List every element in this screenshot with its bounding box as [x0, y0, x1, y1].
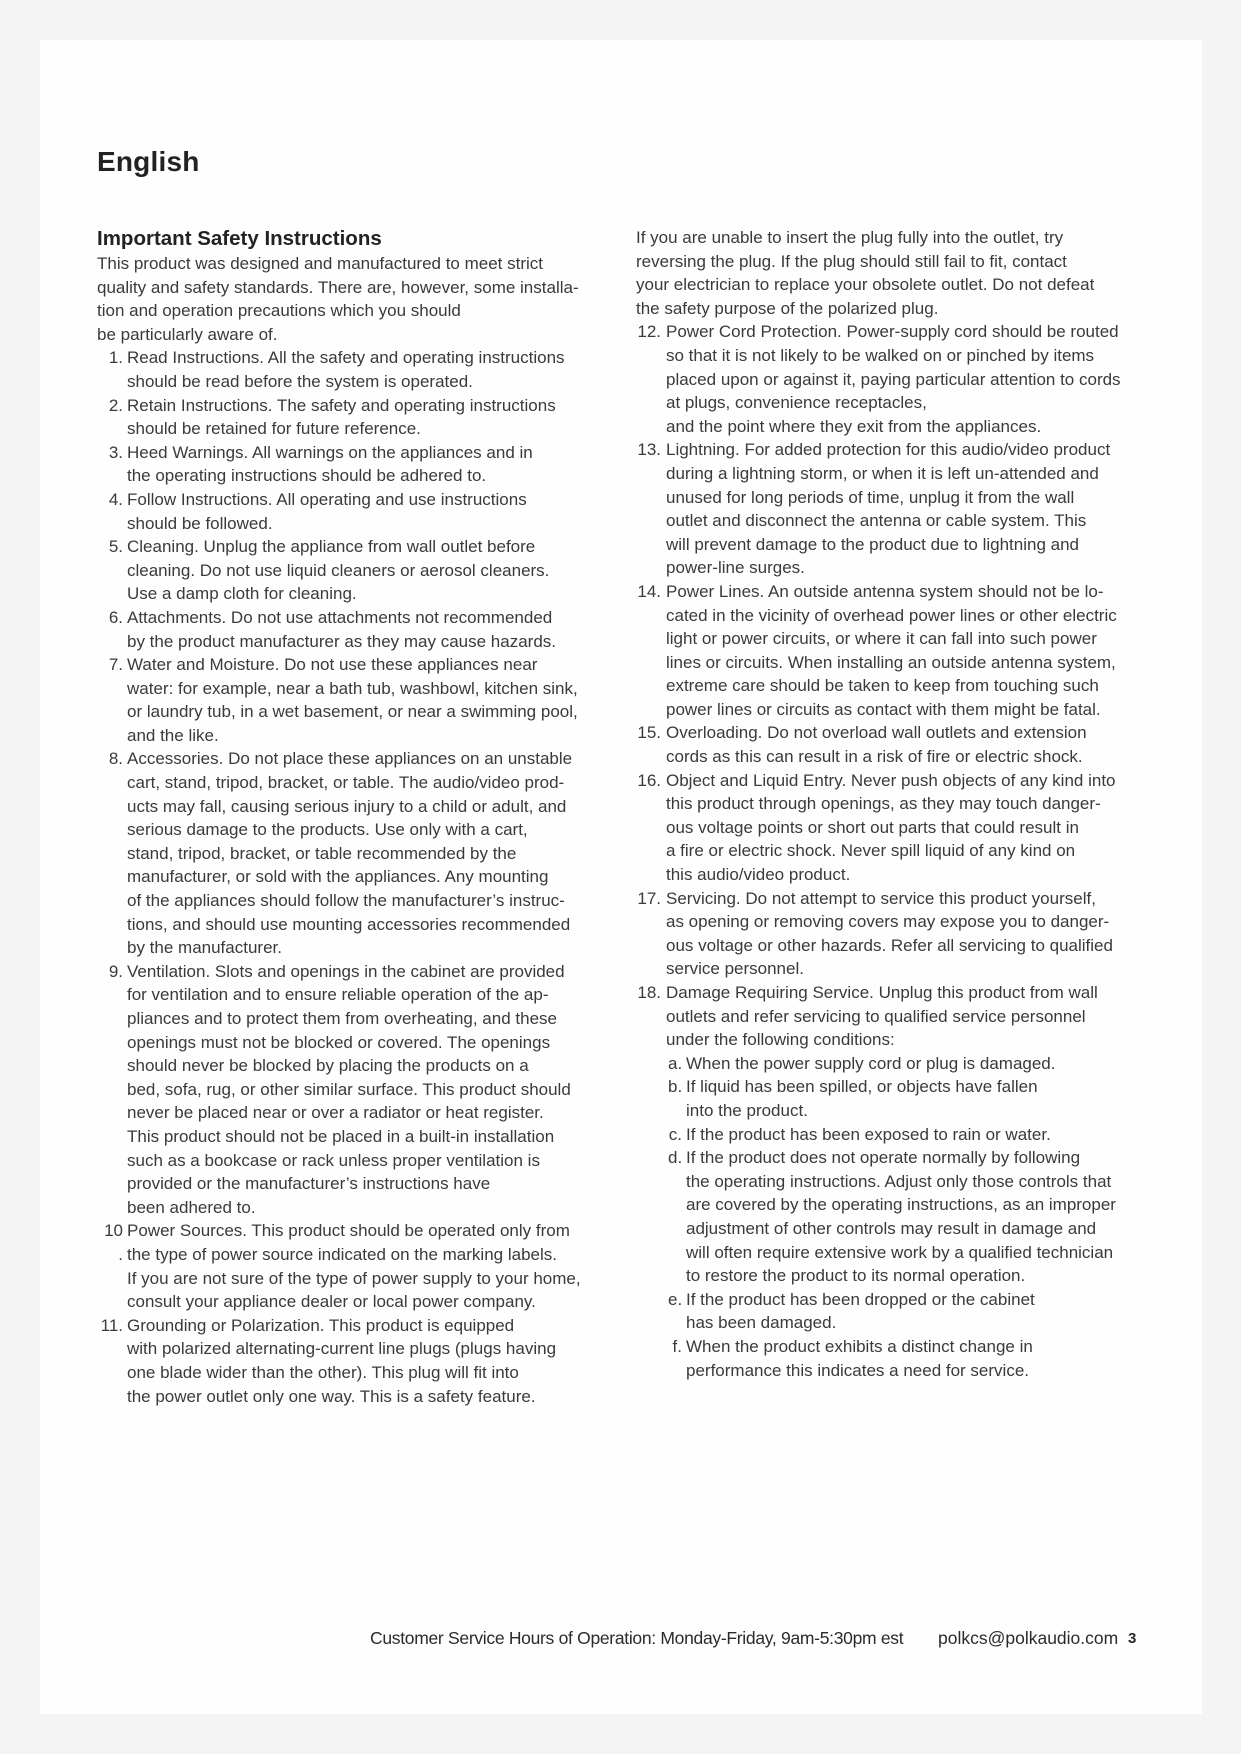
item-number: b. — [668, 1077, 683, 1097]
text-line: cords as this can result in a risk of fire or electric shock. — [666, 747, 1083, 767]
continuation-paragraph — [636, 226, 1146, 320]
text-line: power-line surges. — [666, 558, 805, 578]
text-line: the operating instructions should be adhered to. — [127, 466, 487, 486]
text-line: with polarized alternating-current line plugs (plugs having — [127, 1339, 557, 1359]
sub-list-item — [636, 1052, 1146, 1076]
text-line: provided or the manufacturer’s instructions have — [127, 1174, 491, 1194]
list-item — [97, 394, 607, 441]
text-line: Accessories. Do not place these appliances on an unstable — [127, 749, 573, 769]
left-column — [97, 226, 607, 1408]
text-line: consult your appliance dealer or local power company. — [127, 1292, 536, 1312]
text-line: When the power supply cord or plug is damaged. — [686, 1053, 1056, 1073]
text-line: will prevent damage to the product due to lightning and — [666, 534, 1079, 554]
list-item — [97, 653, 607, 747]
list-item — [97, 747, 607, 959]
text-line: should be followed. — [127, 513, 273, 533]
item-number: a. — [668, 1053, 683, 1073]
item-number: 9. — [108, 961, 123, 981]
item-number: 11. — [100, 1315, 123, 1335]
item-number: 7. — [108, 655, 123, 675]
text-line: reversing the plug. If the plug should still fail to fit, contact — [636, 251, 1067, 271]
text-line: manufacturer, or sold with the appliances. Any mounting — [127, 867, 549, 887]
text-line: Follow Instructions. All operating and use instructions — [127, 489, 527, 509]
text-line: tions, and should use mounting accessories recommended — [127, 914, 571, 934]
text-line: your electrician to replace your obsolete outlet. Do not defeat — [636, 275, 1095, 295]
right-column — [636, 226, 1146, 1382]
text-line: Water and Moisture. Do not use these appliances near — [127, 655, 538, 675]
text-line: at plugs, convenience receptacles, — [666, 393, 927, 413]
list-item — [97, 535, 607, 606]
text-line: into the product. — [686, 1100, 808, 1120]
text-line: for ventilation and to ensure reliable operation of the ap- — [127, 985, 549, 1005]
item-number: c. — [668, 1124, 682, 1144]
text-line: Attachments. Do not use attachments not recommended — [127, 607, 553, 627]
list-item — [636, 580, 1146, 722]
text-line: one blade wider than the other). This plug will fit into — [127, 1362, 519, 1382]
list-item — [636, 438, 1146, 580]
text-line: of the appliances should follow the manufacturer’s instruc- — [127, 891, 565, 911]
text-line: and the point where they exit from the appliances. — [666, 416, 1042, 436]
text-line: serious damage to the products. Use only with a cart, — [127, 820, 528, 840]
text-line: Object and Liquid Entry. Never push objects of any kind into — [666, 770, 1116, 790]
list-item — [97, 606, 607, 653]
item-number: 1. — [108, 348, 123, 368]
text-line: will often require extensive work by a qualified technician — [686, 1242, 1114, 1262]
text-line: openings must not be blocked or covered. The openings — [127, 1032, 551, 1052]
item-number: 14. — [637, 581, 661, 601]
text-line: Retain Instructions. The safety and operating instructions — [127, 395, 556, 415]
item-number: 18. — [637, 983, 661, 1002]
text-line: should be read before the system is operated. — [127, 371, 473, 391]
text-line: or laundry tub, in a wet basement, or near a swimming pool, — [127, 702, 578, 722]
text-line: When the product exhibits a distinct change in — [686, 1336, 1033, 1356]
text-line: pliances and to protect them from overheating, and these — [127, 1009, 557, 1028]
text-line: This product should not be placed in a built-in installation — [127, 1126, 555, 1146]
item-number: 3. — [108, 442, 123, 462]
text-line: If you are not sure of the type of power supply to your home, — [127, 1268, 581, 1288]
text-line: outlet and disconnect the antenna or cable system. This — [666, 511, 1087, 531]
list-item — [97, 346, 607, 393]
text-line: has been damaged. — [686, 1313, 837, 1333]
list-item — [97, 488, 607, 535]
text-line: Power Cord Protection. Power-supply cord should be routed — [666, 322, 1119, 342]
text-line: outlets and refer servicing to qualified service personnel — [666, 1006, 1086, 1026]
text-line: this audio/video product. — [666, 865, 851, 885]
item-number: 13. — [637, 440, 661, 460]
text-line: Damage Requiring Service. Unplug this product from wall — [666, 983, 1098, 1002]
text-line: the type of power source indicated on the marking labels. — [127, 1244, 557, 1264]
text-line: power lines or circuits as contact with them might be fatal. — [666, 699, 1101, 719]
sub-list-item — [636, 1146, 1146, 1288]
damage-conditions-list — [636, 1052, 1146, 1382]
item-number: 17. — [637, 888, 661, 908]
list-item — [636, 320, 1146, 438]
item-number: 4. — [108, 489, 123, 509]
text-line: so that it is not likely to be walked on or pinched by items — [666, 345, 1095, 365]
text-line: Servicing. Do not attempt to service this product yourself, — [666, 888, 1096, 908]
list-item — [636, 721, 1146, 768]
text-line: should never be blocked by placing the products on a — [127, 1056, 529, 1076]
text-line: If the product does not operate normally by following — [686, 1148, 1081, 1168]
text-line: performance this indicates a need for service. — [686, 1360, 1030, 1380]
text-line: Grounding or Polarization. This product is equipped — [127, 1315, 515, 1335]
text-line: a fire or electric shock. Never spill liquid of any kind on — [666, 841, 1076, 861]
sub-list-item — [636, 1123, 1146, 1147]
item-number: f. — [672, 1336, 682, 1356]
footer-service-hours: Customer Service Hours of Operation: Monday-Friday, 9am-5:30pm est — [370, 1628, 904, 1648]
item-number: 10 . — [104, 1221, 123, 1264]
sub-list-item — [636, 1075, 1146, 1122]
page-number: 3 — [1128, 1630, 1137, 1647]
text-line: bed, sofa, rug, or other similar surface. This product should — [127, 1079, 571, 1099]
text-line: If liquid has been spilled, or objects have fallen — [686, 1077, 1038, 1097]
list-item — [97, 1219, 607, 1313]
text-line: to restore the product to its normal operation. — [686, 1266, 1026, 1286]
text-line: and the like. — [127, 725, 219, 745]
text-line: Heed Warnings. All warnings on the appliances and in — [127, 442, 533, 462]
text-line: under the following conditions: — [666, 1030, 895, 1050]
text-line: the safety purpose of the polarized plug. — [636, 298, 939, 318]
text-line: light or power circuits, or where it can fall into such power — [666, 629, 1097, 649]
sub-list-item — [636, 1288, 1146, 1335]
safety-list-right — [636, 320, 1146, 1051]
intro-paragraph — [97, 252, 607, 346]
text-line: ucts may fall, causing serious injury to a child or adult, and — [127, 796, 567, 816]
text-line: Use a damp cloth for cleaning. — [127, 584, 357, 604]
list-item — [97, 441, 607, 488]
text-line: such as a bookcase or rack unless proper ventilation is — [127, 1150, 540, 1170]
list-item — [636, 981, 1146, 1052]
text-line: Ventilation. Slots and openings in the cabinet are provided — [127, 961, 565, 981]
text-line: the operating instructions. Adjust only those controls that — [686, 1171, 1112, 1191]
text-line: Read Instructions. All the safety and operating instructions — [127, 348, 565, 368]
text-line: stand, tripod, bracket, or table recommended by the — [127, 843, 517, 863]
text-line: If you are unable to insert the plug fully into the outlet, try — [636, 228, 1064, 247]
text-line: been adhered to. — [127, 1197, 256, 1217]
text-line: Lightning. For added protection for this audio/video product — [666, 440, 1111, 460]
text-line: never be placed near or over a radiator or heat register. — [127, 1103, 544, 1123]
text-line: tion and operation precautions which you should — [97, 301, 461, 321]
text-line: This product was designed and manufactured to meet strict — [97, 254, 544, 273]
item-number: 12. — [637, 322, 661, 342]
text-line: water: for example, near a bath tub, washbowl, kitchen sink, — [127, 678, 578, 698]
text-line: be particularly aware of. — [97, 324, 278, 344]
item-number: 8. — [108, 749, 123, 769]
sub-list-item — [636, 1335, 1146, 1382]
text-line: ous voltage points or short out parts that could result in — [666, 817, 1079, 837]
text-line: Overloading. Do not overload wall outlets and extension — [666, 723, 1087, 743]
text-line: quality and safety standards. There are, however, some installa- — [97, 277, 579, 297]
section-heading: Important Safety Instructions — [97, 227, 382, 250]
list-item — [636, 769, 1146, 887]
text-line: cleaning. Do not use liquid cleaners or aerosol cleaners. — [127, 560, 550, 580]
text-line: by the product manufacturer as they may cause hazards. — [127, 631, 557, 651]
text-line: Cleaning. Unplug the appliance from wall outlet before — [127, 537, 536, 557]
text-line: are covered by the operating instructions, as an improper — [686, 1195, 1116, 1215]
text-line: unused for long periods of time, unplug it from the wall — [666, 487, 1075, 507]
text-line: If the product has been exposed to rain or water. — [686, 1124, 1051, 1144]
footer-email-link[interactable]: polkcs@polkaudio.com — [938, 1628, 1119, 1648]
text-line: should be retained for future reference. — [127, 419, 421, 439]
item-number: e. — [668, 1289, 683, 1309]
text-line: ous voltage or other hazards. Refer all servicing to qualified — [666, 935, 1113, 955]
text-line: as opening or removing covers may expose you to danger- — [666, 912, 1110, 932]
item-number: 16. — [637, 770, 661, 790]
text-line: placed upon or against it, paying particular attention to cords — [666, 369, 1121, 389]
text-line: cart, stand, tripod, bracket, or table. The audio/video prod- — [127, 773, 565, 793]
language-title: English — [97, 146, 200, 177]
safety-list-left — [97, 346, 607, 1408]
item-number: 15. — [637, 723, 661, 743]
text-line: If the product has been dropped or the cabinet — [686, 1289, 1035, 1309]
text-line: Power Sources. This product should be operated only from — [127, 1221, 570, 1241]
text-line: adjustment of other controls may result in damage and — [686, 1218, 1097, 1238]
item-number: 5. — [108, 537, 123, 557]
text-line: service personnel. — [666, 959, 804, 979]
list-item — [636, 887, 1146, 981]
text-line: during a lightning storm, or when it is left un-attended and — [666, 463, 1099, 483]
item-number: 6. — [108, 607, 123, 627]
item-number: d. — [668, 1148, 683, 1168]
text-line: this product through openings, as they may touch danger- — [666, 794, 1101, 814]
list-item — [97, 1314, 607, 1408]
text-line: lines or circuits. When installing an outside antenna system, — [666, 652, 1116, 672]
list-item — [97, 960, 607, 1220]
text-line: extreme care should be taken to keep from touching such — [666, 676, 1099, 696]
text-line: by the manufacturer. — [127, 938, 282, 958]
item-number: 2. — [108, 395, 123, 415]
text-line: cated in the vicinity of overhead power lines or other electric — [666, 605, 1117, 625]
text-line: the power outlet only one way. This is a safety feature. — [127, 1386, 536, 1406]
text-line: Power Lines. An outside antenna system should not be lo- — [666, 581, 1104, 601]
